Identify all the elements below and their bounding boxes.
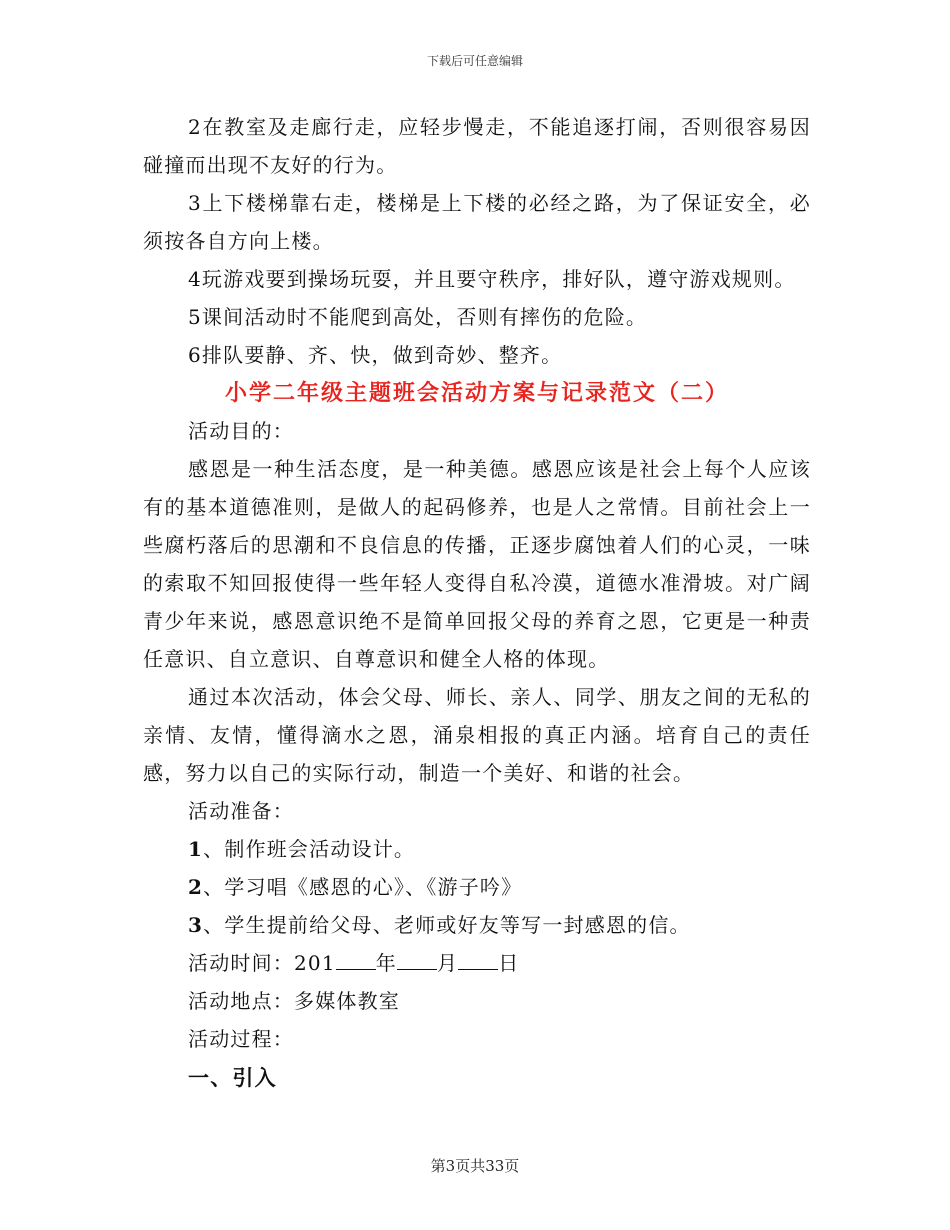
prep-item-number: 3 bbox=[188, 913, 204, 937]
purpose-paragraph-2: 通过本次活动，体会父母、师长、亲人、同学、朋友之间的无私的亲情、友情，懂得滴水之恩，涌泉相报的真正内涵。培育自己的责任感，努力以自己的实际行动，制造一个美好、和谐的社会。 bbox=[143, 685, 811, 785]
prep-item-3 bbox=[143, 906, 811, 944]
prep-item-text: 、制作班会活动设计。 bbox=[203, 837, 416, 861]
time-label: 活动时间：201 bbox=[188, 951, 336, 975]
prep-item-number: 1 bbox=[188, 837, 204, 861]
purpose-heading: 活动目的： bbox=[188, 419, 294, 443]
document-body bbox=[143, 108, 811, 1098]
prep-item-2 bbox=[143, 868, 811, 906]
rule-item-2: 2在教室及走廊行走，应轻步慢走，不能追逐打闹，否则很容易因碰撞而出现不友好的行为。 bbox=[143, 115, 811, 177]
activity-time bbox=[143, 944, 811, 982]
day-label: 日 bbox=[498, 951, 520, 975]
section-title: 小学二年级主题班会活动方案与记录范文（二） bbox=[224, 380, 729, 406]
section-intro-heading: 一、引入 bbox=[188, 1065, 277, 1090]
prep-item-text: 、学习唱《感恩的心》、《游子吟》 bbox=[203, 875, 523, 899]
rule-item-4: 4玩游戏要到操场玩耍，并且要守秩序，排好队，遵守游戏规则。 bbox=[188, 267, 796, 291]
page-footer: 第3页共33页 bbox=[430, 1157, 520, 1175]
activity-place: 活动地点：多媒体教室 bbox=[188, 989, 400, 1013]
month-blank bbox=[397, 951, 437, 970]
year-blank bbox=[336, 951, 376, 970]
year-label: 年 bbox=[375, 951, 397, 975]
page-header: 下载后可任意编辑 bbox=[426, 54, 523, 68]
month-label: 月 bbox=[436, 951, 459, 975]
prep-item-1 bbox=[143, 830, 811, 868]
rule-item-3: 3上下楼梯靠右走，楼梯是上下楼的必经之路，为了保证安全，必须按各自方向上楼。 bbox=[143, 191, 811, 253]
rule-item-6: 6排队要静、齐、快，做到奇妙、整齐。 bbox=[188, 343, 563, 367]
day-blank bbox=[458, 951, 498, 970]
activity-process: 活动过程： bbox=[188, 1027, 294, 1051]
prep-item-text: 、学生提前给父母、老师或好友等写一封感恩的信。 bbox=[203, 913, 691, 937]
rule-item-5: 5课间活动时不能爬到高处，否则有摔伤的危险。 bbox=[188, 305, 648, 329]
prep-item-number: 2 bbox=[188, 875, 204, 899]
prep-heading: 活动准备： bbox=[188, 799, 294, 823]
purpose-paragraph-1: 感恩是一种生活态度，是一种美德。感恩应该是社会上每个人应该有的基本道德准则，是做人的起码修养，也是人之常情。目前社会上一些腐朽落后的思潮和不良信息的传播，正逐步腐蚀着人们的心灵，一味的索取不知回报使得一些年轻人变得自私冷漠，道德水准滑坡。对广阔青少年来说，感恩意识绝不是简单回报父母的养育之恩，它更是一种责任意识、自立意识、自尊意识和健全人格的体现。 bbox=[143, 457, 811, 671]
